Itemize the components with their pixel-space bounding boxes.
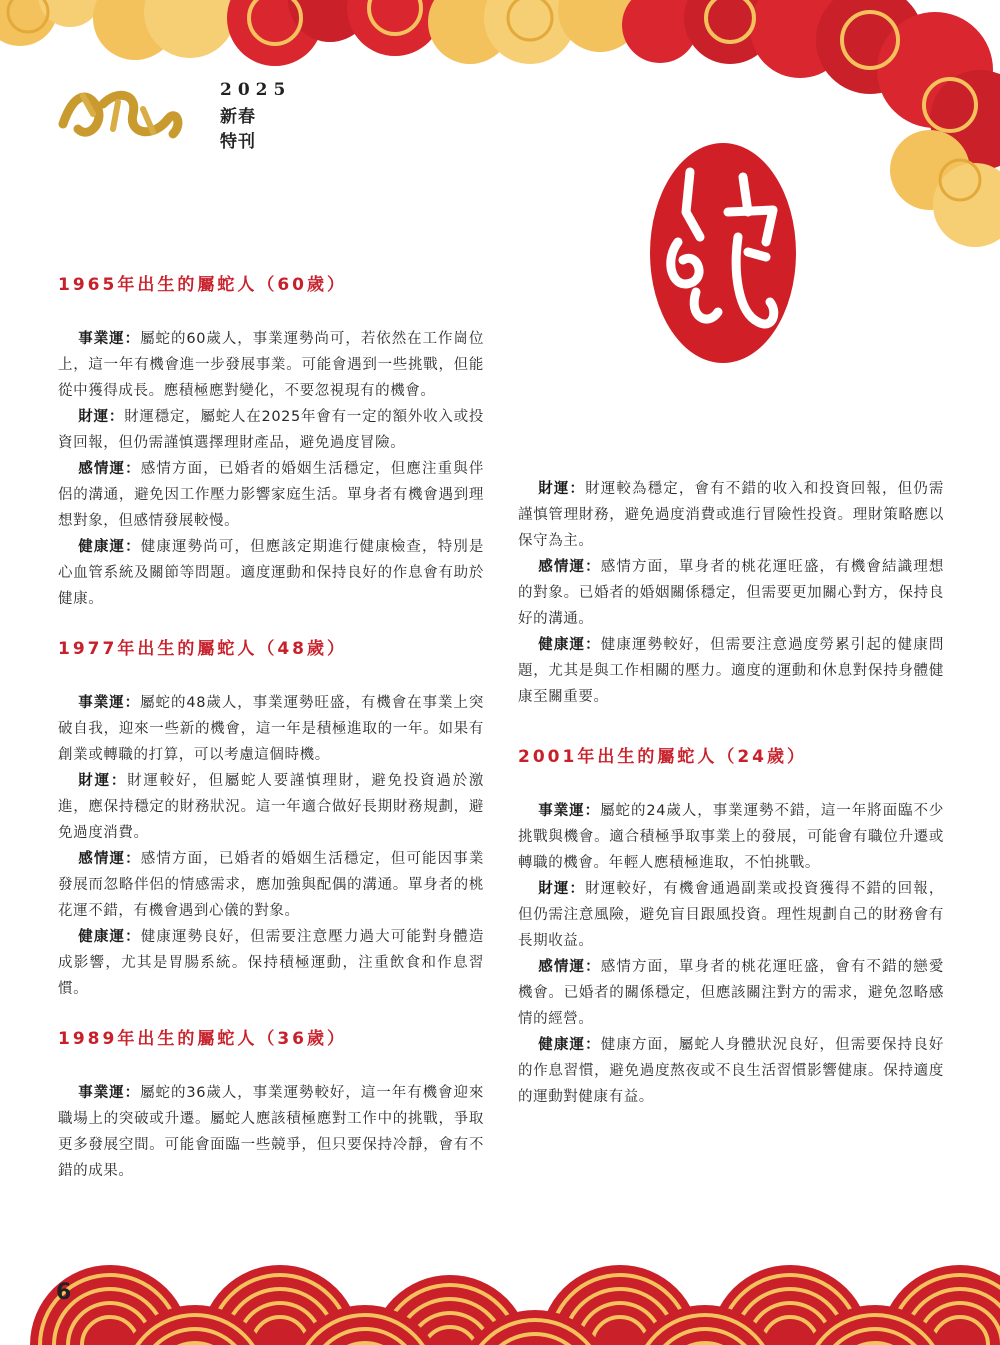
para-text: 健康方面，屬蛇人身體狀況良好，但需要保持良好的作息習慣，避免過度熬夜或不良生活習慣影響健康。保持適度的運動對健康有益。 [518, 1037, 944, 1105]
section-title: 1965年出生的屬蛇人（60歲） [58, 275, 347, 295]
para-text: 感情方面，單身者的桃花運旺盛，會有不錯的戀愛機會。已婚者的關係穩定，但應該關注對方的需求，避免忽略感情的經營。 [518, 959, 944, 1027]
love-paragraph [518, 954, 944, 1032]
para-text: 財運較為穩定，會有不錯的收入和投資回報，但仍需謹慎管理財務，避免過度消費或進行冒險性投資。理財策略應以保守為主。 [518, 481, 944, 549]
section-title: 1977年出生的屬蛇人（48歲） [58, 639, 347, 659]
health-paragraph [58, 534, 484, 612]
love-paragraph [58, 456, 484, 534]
para-label: 健康運： [78, 539, 141, 555]
snake-brush-logo [58, 84, 188, 144]
para-label: 事業運： [78, 1085, 141, 1101]
wealth-paragraph [58, 404, 484, 456]
section-title: 2001年出生的屬蛇人（24歲） [518, 747, 807, 767]
section-2001 [518, 744, 944, 1110]
love-paragraph [518, 554, 944, 632]
career-paragraph [58, 690, 484, 768]
gold-cloud-left [0, 0, 102, 46]
gold-cloud-center [428, 0, 642, 64]
wealth-paragraph [518, 476, 944, 554]
para-text: 感情方面，單身者的桃花運旺盛，有機會結識理想的對象。已婚者的婚姻關係穩定，但需要更加關心對方，保持良好的溝通。 [518, 559, 944, 627]
left-column [58, 272, 484, 1208]
snake-seal-stamp [648, 142, 798, 364]
para-label: 健康運： [78, 929, 141, 945]
masthead-issue: 新春特刊 [220, 107, 256, 152]
para-label: 財運： [538, 881, 586, 897]
career-paragraph [58, 1080, 484, 1184]
para-label: 財運： [538, 481, 586, 497]
para-label: 事業運： [538, 803, 601, 819]
para-label: 感情運： [78, 461, 141, 477]
section-1989 [58, 1026, 484, 1184]
section-1965 [58, 272, 484, 612]
love-paragraph [58, 846, 484, 924]
para-label: 感情運： [78, 851, 141, 867]
health-paragraph [518, 632, 944, 710]
section-1977 [58, 636, 484, 1002]
para-text: 健康運勢良好，但需要注意壓力過大可能對身體造成影響，尤其是胃腸系統。保持積極運動，注重飲食和作息習慣。 [58, 929, 484, 997]
para-text: 感情方面，已婚者的婚姻生活穩定，但可能因事業發展而忽略伴侶的情感需求，應加強與配偶的溝通。單身者的桃花運不錯，有機會遇到心儀的對象。 [58, 851, 484, 919]
para-label: 財運： [78, 773, 128, 789]
bottom-wave-decoration [0, 1235, 1000, 1345]
para-text: 財運較好，但屬蛇人要謹慎理財，避免投資過於激進，應保持穩定的財務狀況。這一年適合做好長期財務規劃，避免過度消費。 [58, 773, 484, 841]
page-number: 6 [56, 1280, 72, 1305]
para-text: 感情方面，已婚者的婚姻生活穩定，但應注重與伴侶的溝通，避免因工作壓力影響家庭生活。單身者有機會遇到理想對象，但感情發展較慢。 [58, 461, 484, 529]
section-1989-continued [518, 476, 944, 710]
para-label: 事業運： [78, 695, 141, 711]
para-label: 財運： [78, 409, 125, 425]
para-label: 感情運： [538, 959, 601, 975]
section-title: 1989年出生的屬蛇人（36歲） [58, 1029, 347, 1049]
para-label: 健康運： [538, 637, 601, 653]
para-text: 財運穩定，屬蛇人在2025年會有一定的額外收入或投資回報，但仍需謹慎選擇理財產品，避免過度冒險。 [58, 409, 484, 451]
para-text: 健康運勢尚可，但應該定期進行健康檢查，特別是心血管系統及關節等問題。適度運動和保持良好的作息會有助於健康。 [58, 539, 484, 607]
para-text: 屬蛇的24歲人，事業運勢不錯，這一年將面臨不少挑戰與機會。適合積極爭取事業上的發展，可能會有職位升遷或轉職的機會。年輕人應積極進取，不怕挑戰。 [518, 803, 945, 871]
para-text: 屬蛇的36歲人，事業運勢較好，這一年有機會迎來職場上的突破或升遷。屬蛇人應該積極應對工作中的挑戰，爭取更多發展空間。可能會面臨一些競爭，但只要保持冷靜，會有不錯的成果。 [58, 1085, 485, 1179]
masthead-year: 2025 [220, 80, 292, 100]
para-text: 健康運勢較好，但需要注意過度勞累引起的健康問題，尤其是與工作相關的壓力。適度的運動和休息對保持身體健康至關重要。 [518, 637, 944, 705]
career-paragraph [518, 798, 944, 876]
health-paragraph [518, 1032, 944, 1110]
para-label: 健康運： [538, 1037, 601, 1053]
para-label: 感情運： [538, 559, 601, 575]
career-paragraph [58, 326, 484, 404]
masthead [58, 78, 292, 152]
para-text: 財運較好，有機會通過副業或投資獲得不錯的回報，但仍需注意風險，避免盲目跟風投資。理性規劃自己的財務會有長期收益。 [518, 881, 944, 949]
wealth-paragraph [58, 768, 484, 846]
red-cloud-center-left [93, 0, 443, 66]
para-label: 事業運： [78, 331, 141, 347]
para-text: 屬蛇的48歲人，事業運勢旺盛，有機會在事業上突破自我，迎來一些新的機會，這一年是積極進取的一年。如果有創業或轉職的打算，可以考慮這個時機。 [58, 695, 485, 763]
health-paragraph [58, 924, 484, 1002]
wealth-paragraph [518, 876, 944, 954]
para-text: 屬蛇的60歲人，事業運勢尚可，若依然在工作崗位上，這一年有機會進一步發展事業。可能會遇到一些挑戰，但能從中獲得成長。應積極應對變化，不要忽視現有的機會。 [58, 331, 485, 399]
right-column [518, 476, 944, 1134]
